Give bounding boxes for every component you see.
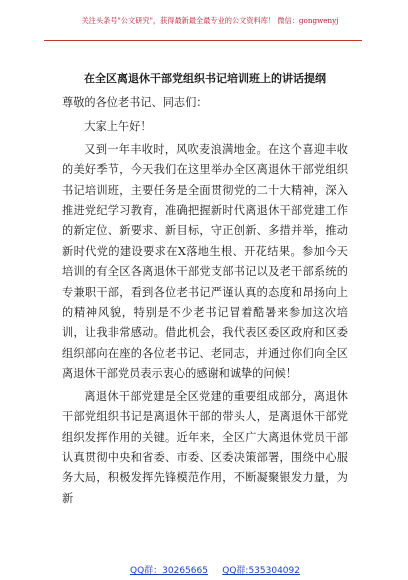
paragraph: 离退休干部党建是全区党建的重要组成部分，离退休干部党组织书记是离退休干部的带头人，是离退休干部党组织发挥作用的关键。近年来，全区广大离退休党员干部认真贯彻中央和省委、市委、区委决策部署，围绕中心服务大局，积极发挥先锋模范作用，不断凝聚银发力量，为新 — [62, 389, 348, 505]
header-divider — [44, 40, 362, 41]
header-notice: 关注头条号"公文研究"，获得最新最全最专业的公文资料库！ 微信：gongwenyj — [81, 16, 339, 25]
document-body — [62, 93, 348, 511]
paragraph: 又到一年丰收时，风吹麦浪满地金。在这个喜迎丰收的美好季节，今天我们在这里举办全区离退休干部党组织书记培训班，主要任务是全面贯彻党的二十大精神，深入推进党纪学习教育，准确把握新时代离退休干部党建工作的新定位、新要求、新目标，守正创新、多措并举，推动新时代党的建设要求在X落地生根、开花结果。参加今天培训的有全区各离退休干部党支部书记以及老干部系统的专兼职干部，看到各位老书记严谨认真的态度和昂扬向上的精神风貌，特别是不少老书记冒着酷暑来参加这次培训，让我非常感动。借此机会，我代表区委区政府和区委组织部向在座的各位老书记、老同志，并通过你们向全区离退休干部党员表示衷心的感谢和诚挚的问候！ — [62, 142, 348, 381]
document-title: 在全区离退休干部党组织书记培训班上的讲话提纲 — [84, 72, 326, 85]
salutation: 尊敬的各位老书记、同志们： — [62, 96, 208, 109]
qq-group-link-1[interactable]: QQ群：30265665 — [130, 566, 208, 576]
qq-group-link-2[interactable]: QQ群:535304092 — [222, 566, 300, 576]
paragraph: 大家上午好！ — [84, 120, 152, 134]
footer — [130, 563, 300, 576]
